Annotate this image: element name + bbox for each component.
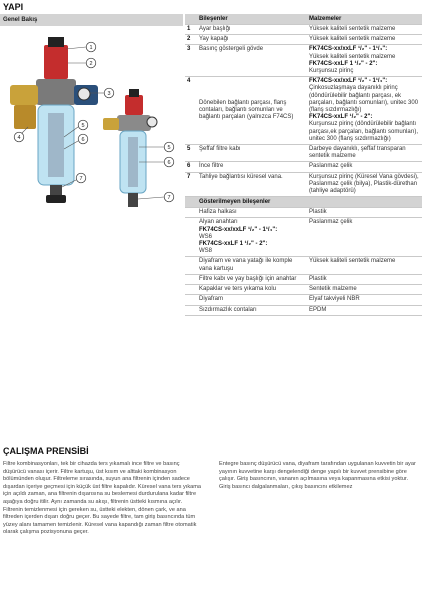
section-title: YAPI	[3, 2, 24, 12]
callout-3: 3	[107, 91, 111, 97]
material-text: Yüksek kaliteli sentetik malzeme	[309, 53, 396, 60]
material-cell	[307, 162, 422, 172]
model-label: FK74CS-xx/xxLF ¹/₂" - 1¹/₄":	[199, 226, 278, 233]
material-cell	[307, 172, 422, 197]
material-model: FK74CS-xx/xxLF ¹/₂" - 1¹/₄":	[309, 78, 388, 85]
table-row	[185, 172, 422, 197]
component-name: Tahliye bağlantısı küresel vana.	[197, 172, 307, 197]
table-row	[185, 145, 422, 162]
material-text: Kurşunsuz pirinç (Küresel Vana gövdesi), Paslanmaz çelik (bilya), Plastik-dürethan (tahliye adaptörü)	[309, 173, 419, 195]
callout-7: 7	[79, 176, 83, 182]
material-text: Elyaf takviyeli NBR	[307, 295, 422, 305]
component-name: Diyafram	[197, 295, 307, 305]
component-name: Basınç göstergeli gövde	[197, 45, 307, 77]
pressure-gauge	[78, 88, 90, 100]
component-name: Dönebilen bağlantı parçası, flanş contaları, bağlantı somunları ve bağlantı parçaları (yalnızca F74CS)	[197, 77, 307, 145]
row-number: 5	[185, 145, 197, 162]
row-number: 1	[185, 25, 197, 35]
callout-6: 6	[81, 137, 85, 143]
row-number: 4	[185, 77, 197, 145]
material-text: Darbeye dayanıklı, şeffaf transparan sentetik malzeme	[309, 146, 406, 160]
material-text: Kurşunsuz pirinç (döndürülebilir bağlantı parçası,ek parçaları, bağlantı somunları), unitec 300 (flanş sızdırmazlığı)	[309, 121, 419, 142]
callout-1: 1	[89, 45, 93, 51]
material-text: Plastik	[307, 208, 422, 218]
table-row	[185, 162, 422, 172]
row-number: 6	[185, 162, 197, 172]
material-text: Yüksek kaliteli sentetik malzeme	[307, 257, 422, 274]
overview-header: Genel Bakış	[0, 14, 183, 26]
material-cell	[307, 77, 422, 145]
working-principle-title: ÇALIŞMA PRENSİBİ	[3, 446, 89, 456]
material-text: Çinkosuzlaşmaya dayanıklı pirinç (döndürülebilir bağlantı parçası, ek parçaları, bağlantı somunları), unitec 300 (flanş sızdırmazlığı)	[309, 85, 419, 114]
table-row	[185, 257, 422, 274]
component-name: Şeffaf filtre kabı	[197, 145, 307, 162]
material-cell	[307, 35, 422, 45]
table-row	[185, 77, 422, 145]
hidden-components-header-row	[185, 197, 422, 208]
callout-6-small: 6	[167, 160, 171, 166]
material-cell	[307, 25, 422, 35]
table-row	[185, 208, 422, 218]
hidden-components-header: Gösterilmeyen bileşenler	[197, 197, 422, 208]
material-text: Yüksek kaliteli sentetik malzeme	[309, 36, 396, 43]
spring-cap	[44, 45, 68, 79]
components-table	[185, 14, 422, 316]
callout-2: 2	[89, 61, 93, 67]
fine-filter	[48, 113, 64, 177]
table-row	[185, 274, 422, 284]
component-name: Sızdırmazlık contaları	[197, 305, 307, 315]
material-text: Yüksek kaliteli sentetik malzeme	[309, 26, 396, 32]
material-model: FK74CS-xxLF ¹/₂" - 2":	[309, 114, 373, 121]
material-cell	[307, 145, 422, 162]
component-name: Hafiza halkası	[197, 208, 307, 218]
material-model: FK74CS-xxLF 1 ¹/₂" - 2":	[309, 60, 378, 67]
component-name: Kapaklar ve ters yıkama kolu	[197, 285, 307, 295]
component-name: Alyan anahtarı FK74CS-xx/xxLF ¹/₂" - 1¹/₄": WS6 FK74CS-xxLF 1 ¹/₂" - 2": WS8	[197, 218, 307, 257]
material-text: Kurşunsuz pirinç	[309, 68, 354, 75]
table-row	[185, 35, 422, 45]
header-components: Bileşenler	[197, 14, 307, 25]
body	[36, 79, 76, 105]
material-text: EPDM	[307, 305, 422, 315]
component-name: Yay kapağı	[197, 35, 307, 45]
swivel-connector	[14, 105, 36, 129]
callout-5-small: 5	[167, 145, 171, 151]
header-materials: Malzemeler	[307, 14, 422, 25]
component-name: İnce filtre	[197, 162, 307, 172]
callout-7-small: 7	[167, 195, 171, 201]
material-text: Sentetik malzeme	[307, 285, 422, 295]
principle-paragraph-left: Filtre kombinasyonları, tek bir cihazda ters yıkamalı ince filtre ve basınç düşürücü vanası içerir. Filtre kartuşu, üst kısım ve alttaki kombinasyon bölümünden oluşur. Filtreleme sırasında, suyun ana filtrenin içinden sadece dışardan içeriye geçmesi için küçük üst filtre kapalıdır. Küresel vana ters yıkama için açıldı zaman, ana filtrenin dışarısına su beslemesi durdurulana kadar filtre aşağıya doğru itilir. Aynı zamanda su akışı, filtrenin üstteki kısmına açılır. Filtrenin temizlenmesi için gereken su, üstteki elekten, dönen çark, ve ana filtreden içerden dışarı doğru geçer. Bu sayede filtre, tam giriş basıncında tüm yüzey alanı tamamen temizlenir. Küresel vana kapandığı zaman filtre otomatik olarak çalışma pozisyonuna geçer.	[3, 461, 202, 536]
material-cell	[307, 45, 422, 77]
component-name: Filtre kabı ve yay başlığı için anahtar	[197, 274, 307, 284]
row-number: 2	[185, 35, 197, 45]
table-row	[185, 218, 422, 257]
model-label: FK74CS-xxLF 1 ¹/₂" - 2":	[199, 241, 268, 248]
row-number: 7	[185, 172, 197, 197]
drain-valve	[50, 185, 62, 195]
connection-left	[10, 85, 38, 105]
drain-outlet	[46, 195, 66, 203]
table-row	[185, 45, 422, 77]
table-row	[185, 295, 422, 305]
principle-paragraph-right: Entegre basınç düşürücü vana, diyafram tarafından uygulanan kuvvetin bir ayar yayının kuvvetine karşı dengelendiği denge yapılı bir kuvvet prensibine göre çalışır. Giriş basıncının, vananın açılmasına veya kapanmasına etkisi yoktur. Giriş basıncı dalgalanmaları, çıkış basıncını etkilemez	[219, 461, 416, 490]
table-row	[185, 25, 422, 35]
component-name: Ayar başlığı	[197, 25, 307, 35]
adjust-head	[48, 37, 64, 47]
callout-4: 4	[17, 135, 21, 141]
row-number: 3	[185, 45, 197, 77]
callout-5: 5	[81, 123, 85, 129]
product-illustration	[0, 27, 183, 227]
material-text: Plastik	[307, 274, 422, 284]
material-text: Paslanmaz çelik	[309, 163, 353, 170]
small-filter-unit	[103, 89, 157, 207]
material-model: FK74CS-xx/xxLF ¹/₂" - 1¹/₄":	[309, 46, 388, 53]
material-text: Paslanmaz çelik	[307, 218, 422, 257]
header-num	[185, 14, 197, 25]
table-row	[185, 305, 422, 315]
table-header-row	[185, 14, 422, 25]
table-row	[185, 285, 422, 295]
component-name: Diyafram ve vana yatağı ile komple vana kartuşu	[197, 257, 307, 274]
